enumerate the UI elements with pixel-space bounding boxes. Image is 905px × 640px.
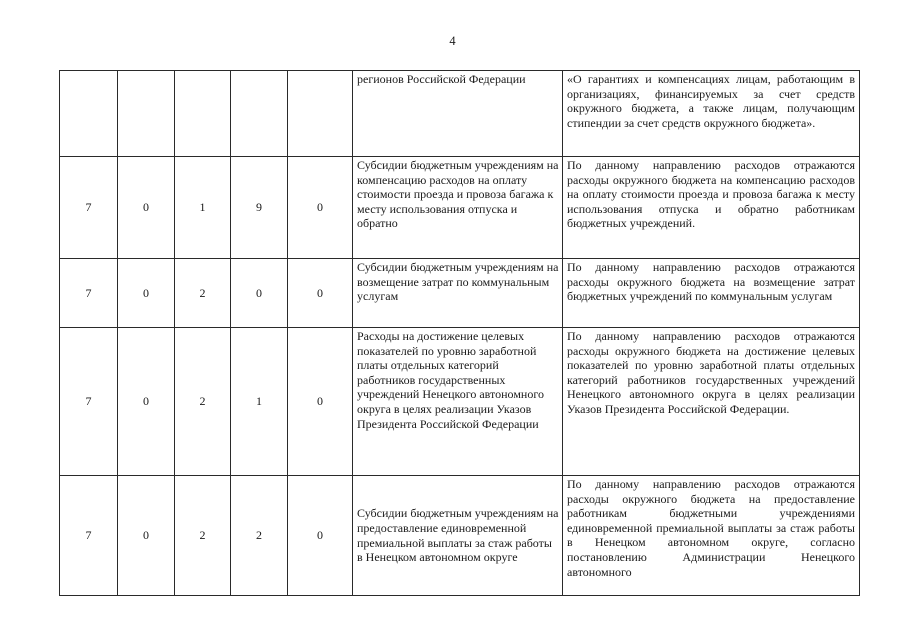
code-digit-cell: 0 xyxy=(118,259,175,328)
expense-codes-table xyxy=(59,70,860,596)
expense-name-cell: Субсидии бюджетным учреждениям на возмещение затрат по коммунальным услугам xyxy=(353,259,563,328)
code-digit-cell: 2 xyxy=(175,328,231,476)
expense-name-cell: Субсидии бюджетным учреждениям на компенсацию расходов на оплату стоимости проезда и провоза багажа к месту использования отпуска и обратно xyxy=(353,157,563,259)
table-row xyxy=(60,157,860,259)
expense-name-cell: Расходы на достижение целевых показателей по уровню заработной платы отдельных категорий работников государственных учреждений Ненецкого автономного округа в целях реализации Указов Президента Российской Федерации xyxy=(353,328,563,476)
expense-description-cell: По данному направлению расходов отражаются расходы окружного бюджета на компенсацию расходов на оплату стоимости проезда и провоза багажа к месту использования отпуска и обратно работникам бюджетных учреждений. xyxy=(563,157,860,259)
code-digit-cell: 0 xyxy=(118,476,175,596)
code-digit-cell xyxy=(231,71,288,157)
expense-description-cell: «О гарантиях и компенсациях лицам, работающим в организациях, финансируемых за счет средств окружного бюджета, а также лицам, получающим стипендии за счет средств окружного бюджета». xyxy=(563,71,860,157)
expense-name-cell: регионов Российской Федерации xyxy=(353,71,563,157)
code-digit-cell: 9 xyxy=(231,157,288,259)
expense-description-cell xyxy=(563,476,860,596)
code-digit-cell: 0 xyxy=(288,157,353,259)
code-digit-cell: 2 xyxy=(175,259,231,328)
table-row xyxy=(60,476,860,596)
table-row xyxy=(60,259,860,328)
code-digit-cell: 2 xyxy=(175,476,231,596)
code-digit-cell: 0 xyxy=(118,157,175,259)
expense-description-cell: По данному направлению расходов отражаются расходы окружного бюджета на возмещение затрат бюджетных учреждений по коммунальным услугам xyxy=(563,259,860,328)
code-digit-cell: 0 xyxy=(288,259,353,328)
code-digit-cell: 7 xyxy=(60,157,118,259)
code-digit-cell xyxy=(118,71,175,157)
code-digit-cell: 1 xyxy=(231,328,288,476)
expense-name-cell: Субсидии бюджетным учреждениям на предоставление единовременной премиальной выплаты за стаж работы в Ненецком автономном округе xyxy=(353,476,563,596)
expense-description-cell: По данному направлению расходов отражаются расходы окружного бюджета на достижение целевых показателей по уровню заработной платы отдельных категорий работников государственных учреждений Ненецкого автономного округа в целях реализации Указов Президента Российской Федерации. xyxy=(563,328,860,476)
description-text: По данному направлению расходов отражаются расходы окружного бюджета на предоставление работникам бюджетными учреждениями единовременной премиальной выплаты за стаж работы в Ненецком автономном округе, согласно постановлению Администрации Ненецкого автономного xyxy=(567,477,855,579)
table-row xyxy=(60,328,860,476)
table-row xyxy=(60,71,860,157)
code-digit-cell: 0 xyxy=(288,328,353,476)
code-digit-cell: 1 xyxy=(175,157,231,259)
code-digit-cell: 0 xyxy=(118,328,175,476)
code-digit-cell: 0 xyxy=(231,259,288,328)
code-digit-cell xyxy=(288,71,353,157)
code-digit-cell: 7 xyxy=(60,328,118,476)
code-digit-cell: 0 xyxy=(288,476,353,596)
page-number: 4 xyxy=(449,34,456,48)
code-digit-cell: 7 xyxy=(60,476,118,596)
code-digit-cell: 2 xyxy=(231,476,288,596)
code-digit-cell xyxy=(60,71,118,157)
code-digit-cell xyxy=(175,71,231,157)
code-digit-cell: 7 xyxy=(60,259,118,328)
